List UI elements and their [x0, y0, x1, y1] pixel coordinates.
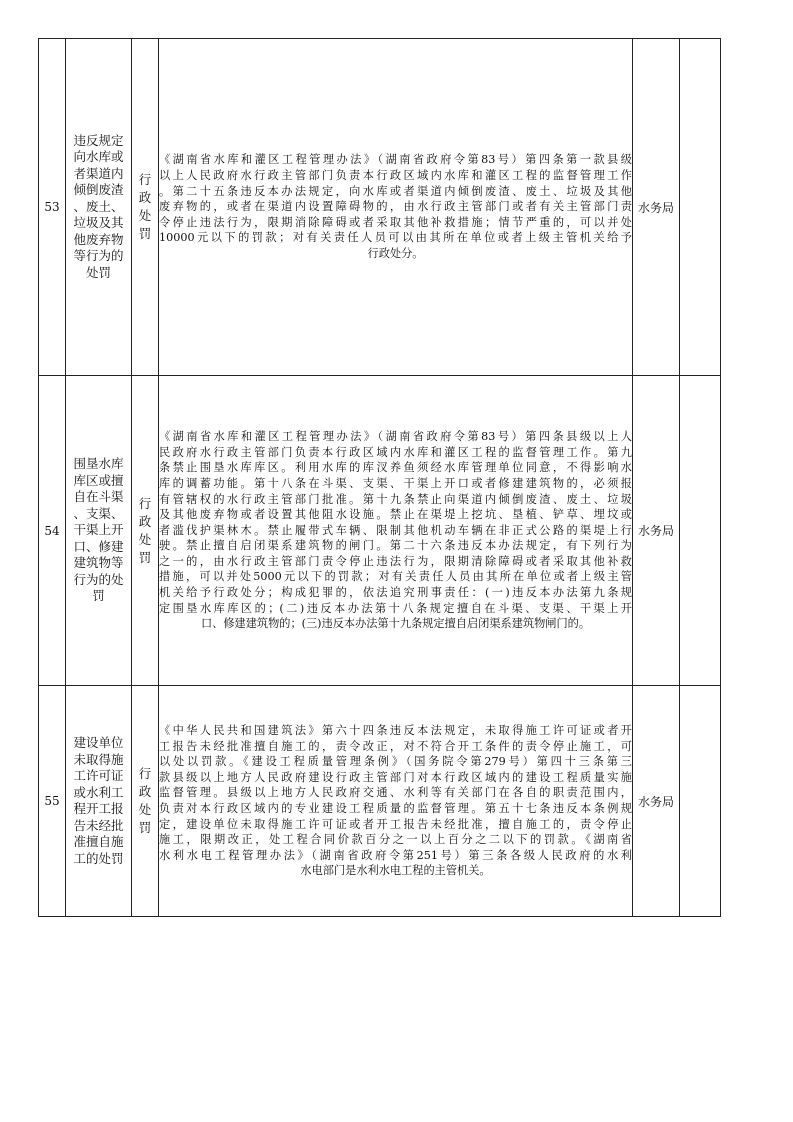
text-line: 水利水电工程管理办法》（湖南省政府令第251号）第三条各级人民政府的水利 — [159, 848, 632, 862]
text-line: 者渠道内 — [73, 165, 124, 181]
text-line: 定，建设单位未取得施工许可证或者开工报告未经批准，擅自施工的，责令停止 — [159, 817, 632, 831]
text-line: 告未经批 — [73, 817, 124, 833]
text-line: 民政府水行政主管部门负责本行政区域内水库和灌区工程的监督管理工作。第九 — [159, 445, 632, 459]
text-line: 《湖南省水库和灌区工程管理办法》（湖南省政府令第83号）第四条第一款县级 — [159, 153, 632, 167]
penalty-type — [132, 39, 159, 376]
text-line: 干渠上开 — [73, 522, 124, 538]
text-line: 有管辖权的水行政主管部门批准。第十九条禁止向渠道内倾倒废渣、废土、垃圾 — [159, 492, 632, 506]
text-line: 口、修建建筑物的；(三)违反本办法第十九条规定擅自启闭渠系建筑物闸门的。 — [200, 617, 591, 631]
text-line: 政 — [138, 784, 152, 799]
text-line: 倾倒废渣 — [73, 182, 124, 198]
text-line: 废弃物的，或者在渠道内设置障碍物的，由水行政主管部门或者有关主管部门责 — [159, 200, 632, 214]
text-line: 工的处罚 — [73, 850, 124, 866]
text-line: 措施，可以并处5000元以下的罚款；对有关责任人员由其所在单位或者上级主管 — [159, 570, 632, 584]
text-line: 定围垦水库库区的；(二)违反本办法第十八条规定擅自在斗渠、支渠、干渠上开 — [159, 601, 632, 615]
text-line: 行 — [138, 172, 152, 187]
text-line: 以处以罚款。《建设工程质量管理条例》（国务院令第279号）第四十三条第三 — [159, 755, 632, 769]
text-line: 、支渠、 — [73, 505, 124, 521]
row-number: 54 — [39, 376, 66, 686]
text-line: 。第二十五条违反本办法规定，向水库或者渠道内倾倒废渣、废土、垃圾及其他 — [159, 184, 632, 198]
text-line: 向水库或 — [73, 149, 124, 165]
text-line: 监督管理。县级以上地方人民政府交通、水利等有关部门在各自的职责范围内， — [159, 786, 632, 800]
text-line: 政 — [138, 190, 152, 205]
text-line: 10000元以下的罚款；对有关责任人员可以由其所在单位或者上级主管机关给予 — [159, 231, 632, 245]
text-line: 及其他废弃物或者设置其他阻水设施。禁止在渠堤上挖坑、垦植、铲草、埋坟或 — [159, 508, 632, 522]
remark-cell — [680, 686, 721, 917]
legal-basis — [159, 376, 633, 686]
table-row — [39, 686, 721, 917]
row-number: 53 — [39, 39, 66, 376]
penalty-type — [132, 686, 159, 917]
text-line: 行 — [138, 495, 152, 511]
text-line: 之一的，由水行政主管部门责令停止违法行为，限期清除障碍或者采取其他补救 — [159, 554, 632, 568]
text-line: 准擅自施 — [73, 834, 124, 849]
legal-basis — [159, 686, 633, 917]
text-line: 驶。禁止擅自启闭渠系建筑物的闸门。第二十六条违反本办法规定，有下列行为 — [159, 539, 632, 553]
text-line: 罚 — [138, 226, 152, 241]
text-line: 罚 — [138, 549, 152, 565]
department: 水务局 — [633, 376, 680, 686]
table-row — [39, 376, 721, 686]
remark-cell — [680, 376, 721, 686]
penalty-type — [132, 376, 159, 686]
remark-cell — [680, 39, 721, 376]
text-line: 机关给予行政处分；构成犯罪的，依法追究刑事责任：(一)违反本办法第九条规 — [159, 586, 632, 600]
text-line: 以上人民政府水行政主管部门负责本行政区域内水库和灌区工程的监督管理工作 — [159, 169, 632, 183]
item-name — [66, 39, 132, 376]
text-line: 建筑物等 — [73, 555, 124, 571]
row-number: 55 — [39, 686, 66, 917]
table-row — [39, 39, 721, 376]
text-line: 工报告未经批准擅自施工的，责令改正，对不符合开工条件的责令停止施工，可 — [159, 739, 632, 753]
text-line: 口、修建 — [73, 538, 124, 554]
text-line: 罚 — [138, 820, 152, 835]
text-line: 处 — [138, 531, 152, 547]
text-line: 施工，限期改正，处工程合同价款百分之一以上百分之二以下的罚款。《湖南省 — [159, 833, 632, 847]
department: 水务局 — [633, 686, 680, 917]
text-line: 令停止违法行为，限期消除障碍或者采取其他补救措施；情节严重的，可以并处 — [159, 215, 632, 229]
text-line: 条禁止围垦水库库区。利用水库的库汊养鱼须经水库管理单位同意，不得影响水 — [159, 461, 632, 475]
text-line: 处 — [138, 802, 152, 817]
text-line: 行为的处 — [73, 571, 124, 587]
text-line: 《中华人民共和国建筑法》第六十四条违反本法规定，未取得施工许可证或者开 — [159, 724, 632, 738]
text-line: 或水利工 — [73, 784, 124, 800]
text-line: 政 — [138, 513, 152, 529]
text-line: 款县级以上地方人民政府建设行政主管部门对本行政区域内的建设工程质量实施 — [159, 770, 632, 784]
legal-basis — [159, 39, 633, 376]
text-line: 程开工报 — [73, 801, 124, 816]
text-line: 他废弃物 — [73, 231, 124, 247]
text-line: 围垦水库 — [73, 456, 124, 472]
text-line: 违反规定 — [73, 132, 124, 148]
text-line: 工许可证 — [73, 768, 124, 783]
text-line: 负责对本行政区域内的专业建设工程质量的监督管理。第五十七条违反本条例规 — [159, 802, 632, 815]
text-line: 《湖南省水库和灌区工程管理办法》（湖南省政府令第83号）第四条县级以上人 — [159, 430, 632, 444]
text-line: 自在斗渠 — [73, 489, 124, 505]
text-line: 垃圾及其 — [73, 215, 124, 231]
text-line: 等行为的 — [73, 248, 124, 264]
text-line: 库的调蓄功能。第十八条在斗渠、支渠、干渠上开口或者修建建筑物的，必须报 — [159, 476, 632, 490]
text-line: 者滥伐护渠林木。禁止履带式车辆、限制其他机动车辆在非正式公路的渠堤上行 — [159, 523, 632, 537]
text-line: 未取得施 — [73, 751, 124, 767]
item-name — [66, 686, 132, 917]
text-line: 建设单位 — [73, 735, 124, 750]
text-line: 处 — [138, 208, 152, 223]
penalty-table — [38, 38, 721, 917]
text-line: 处罚 — [85, 264, 111, 280]
item-name — [66, 376, 132, 686]
text-line: 行 — [138, 766, 152, 781]
text-line: 库区或擅 — [73, 472, 124, 488]
text-line: 、废土、 — [73, 198, 124, 214]
text-line: 水电部门是水利水电工程的主管机关。 — [300, 864, 491, 878]
text-line: 行政处分。 — [367, 246, 424, 260]
department: 水务局 — [633, 39, 680, 376]
text-line: 罚 — [92, 588, 105, 604]
